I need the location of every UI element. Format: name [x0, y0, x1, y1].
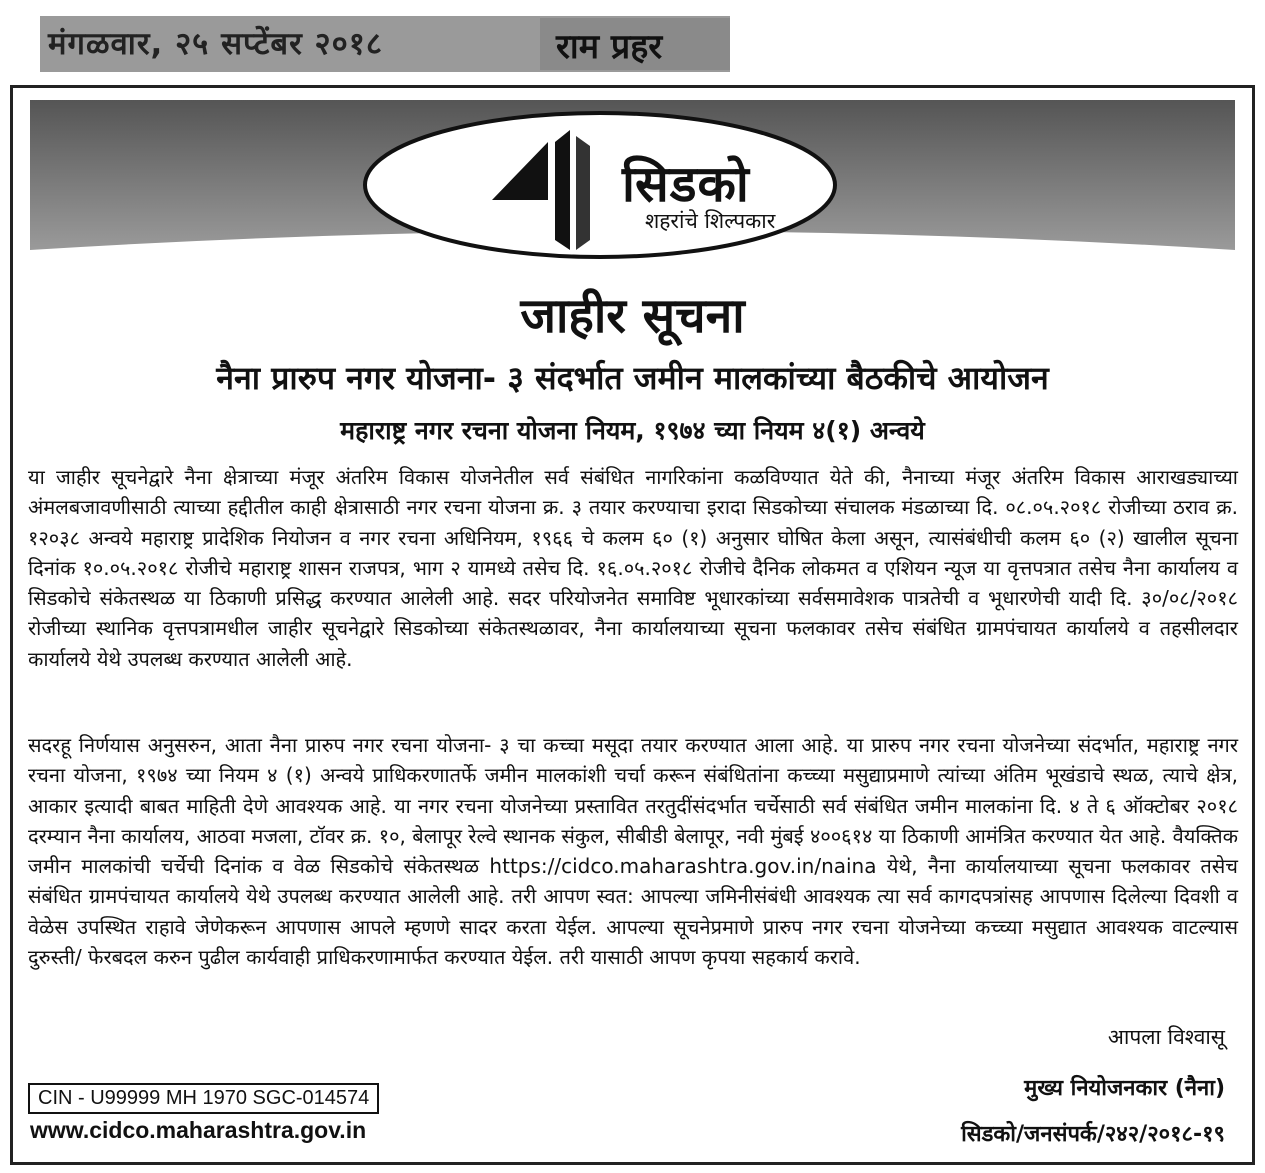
closing-salutation: आपला विश्वासू [1107, 1025, 1225, 1049]
rule-reference: महाराष्ट्र नगर रचना योजना नियम, १९७४ च्या नियम ४(१) अन्वये [340, 416, 925, 445]
website-url: www.cidco.maharashtra.gov.in [30, 1117, 367, 1143]
cin-number: CIN - U99999 MH 1970 SGC-014574 [28, 1083, 379, 1114]
reference-number: सिडको/जनसंपर्क/२४२/२०१८-१९ [961, 1122, 1225, 1147]
notice-paragraph-2: सदरहू निर्णयास अनुसरुन, आता नैना प्रारुप नगर रचना योजना- ३ चा कच्चा मसूदा तयार करण्यात आला आहे. या प्रारुप नगर रचना योजनेच्या संदर्भात, महाराष्ट्र नगर रचना योजना, १९७४ च्या नियम ४ (१) अन्वये प्राधिकरणातर्फे जमीन मालकांशी चर्चा करून संबंधितांना कच्च्या मसुद्याप्रमाणे त्यांच्या अंतिम भूखंडाचे स्थळ, त्याचे क्षेत्र, आकार इत्यादी बाबत माहिती देणे आवश्यक आहे. या नगर रचना योजनेच्या प्रस्तावित तरतुदींसंदर्भात चर्चेसाठी सर्व संबंधित जमीन मालकांना दि. ४ ते ६ ऑक्टोबर २०१८ दरम्यान नैना कार्यालय, आठवा मजला, टॉवर क्र. १०, बेलापूर रेल्वे स्थानक संकुल, सीबीडी बेलापूर, नवी मुंबई ४००६१४ या ठिकाणी आमंत्रित करण्यात येत आहे. वैयक्तिक जमीन मालकांची चर्चेची दिनांक व वेळ सिडकोचे संकेतस्थळ https://cidco.maharashtra.gov.in/naina येथे, नैना कार्यालयाच्या सूचना फलकावर तसेच संबंधित ग्रामपंचायत कार्यालये येथे उपलब्ध करण्यात आलेली आहे. तरी आपण स्वत: आपल्या जमिनीसंबंधी आवश्यक त्या सर्व कागदपत्रांसह आपणास दिलेल्या दिवशी व वेळेस उपस्थित राहावे जेणेकरून आपणास आपले म्हणणे सादर करता येईल. आपल्या सूचनेप्रमाणे प्रारुप नगर रचना योजनेच्या कच्च्या मसुद्यात आवश्यक वाटल्यास दुरुस्ती/ फेरबदल करुन पुढील कार्यवाही प्राधिकरणामार्फत करण्यात येईल. तरी यासाठी आपण कृपया सहकार्य करावे. [28, 733, 1238, 970]
cidco-logo-name: सिडको [622, 155, 750, 213]
notice-subheading: नैना प्रारुप नगर योजना- ३ संदर्भात जमीन मालकांच्या बैठकीचे आयोजन [216, 359, 1049, 397]
notice-paragraph-1: या जाहीर सूचनेद्वारे नैना क्षेत्राच्या मंजूर अंतरिम विकास योजनेतील सर्व संबंधित नागरिकांना कळविण्यात येते की, नैनाच्या मंजूर अंतरिम विकास आराखड्याच्या अंमलबजावणीसाठी त्याच्या हद्दीतील काही क्षेत्रासाठी नगर रचना योजना क्र. ३ तयार करण्याचा इरादा सिडकोच्या संचालक मंडळाच्या दि. ०८.०५.२०१८ रोजीच्या ठराव क्र. १२०३८ अन्वये महाराष्ट्र प्रादेशिक नियोजन व नगर रचना अधिनियम, १९६६ चे कलम ६० (१) अनुसार घोषित केला असून, त्यासंबंधीची कलम ६० (२) खालील सूचना दिनांक १०.०५.२०१८ रोजीचे महाराष्ट्र शासन राजपत्र, भाग २ यामध्ये तसेच दि. १६.०५.२०१८ रोजीचे दैनिक लोकमत व एशियन न्यूज या वृत्तपत्रात तसेच नैना कार्यालय व सिडकोचे संकेतस्थळ या ठिकाणी प्रसिद्ध करण्यात आलेली आहे. सदर परियोजनेत समाविष्ट भूधारकांच्या सर्वसमावेशक पात्रतेची व भूधारणेची यादी दि. ३०/०८/२०१८ रोजीच्या स्थानिक वृत्तपत्रामधील जाहीर सूचनेद्वारे सिडकोच्या संकेतस्थळावर, नैना कार्यालयाच्या सूचना फलकावर तसेच संबंधित ग्रामपंचायत कार्यालये व तहसीलदार कार्यालये येथे उपलब्ध करण्यात आलेली आहे. [28, 465, 1238, 671]
publication-date: मंगळवार, २५ सप्टेंबर २०१८ [48, 26, 384, 62]
signatory-designation: मुख्य नियोजनकार (नैना) [1024, 1076, 1225, 1101]
cidco-tagline: शहरांचे शिल्पकार [645, 209, 776, 233]
notice-heading: जाहीर सूचना [520, 288, 745, 344]
newspaper-name: राम प्रहर [556, 27, 663, 67]
